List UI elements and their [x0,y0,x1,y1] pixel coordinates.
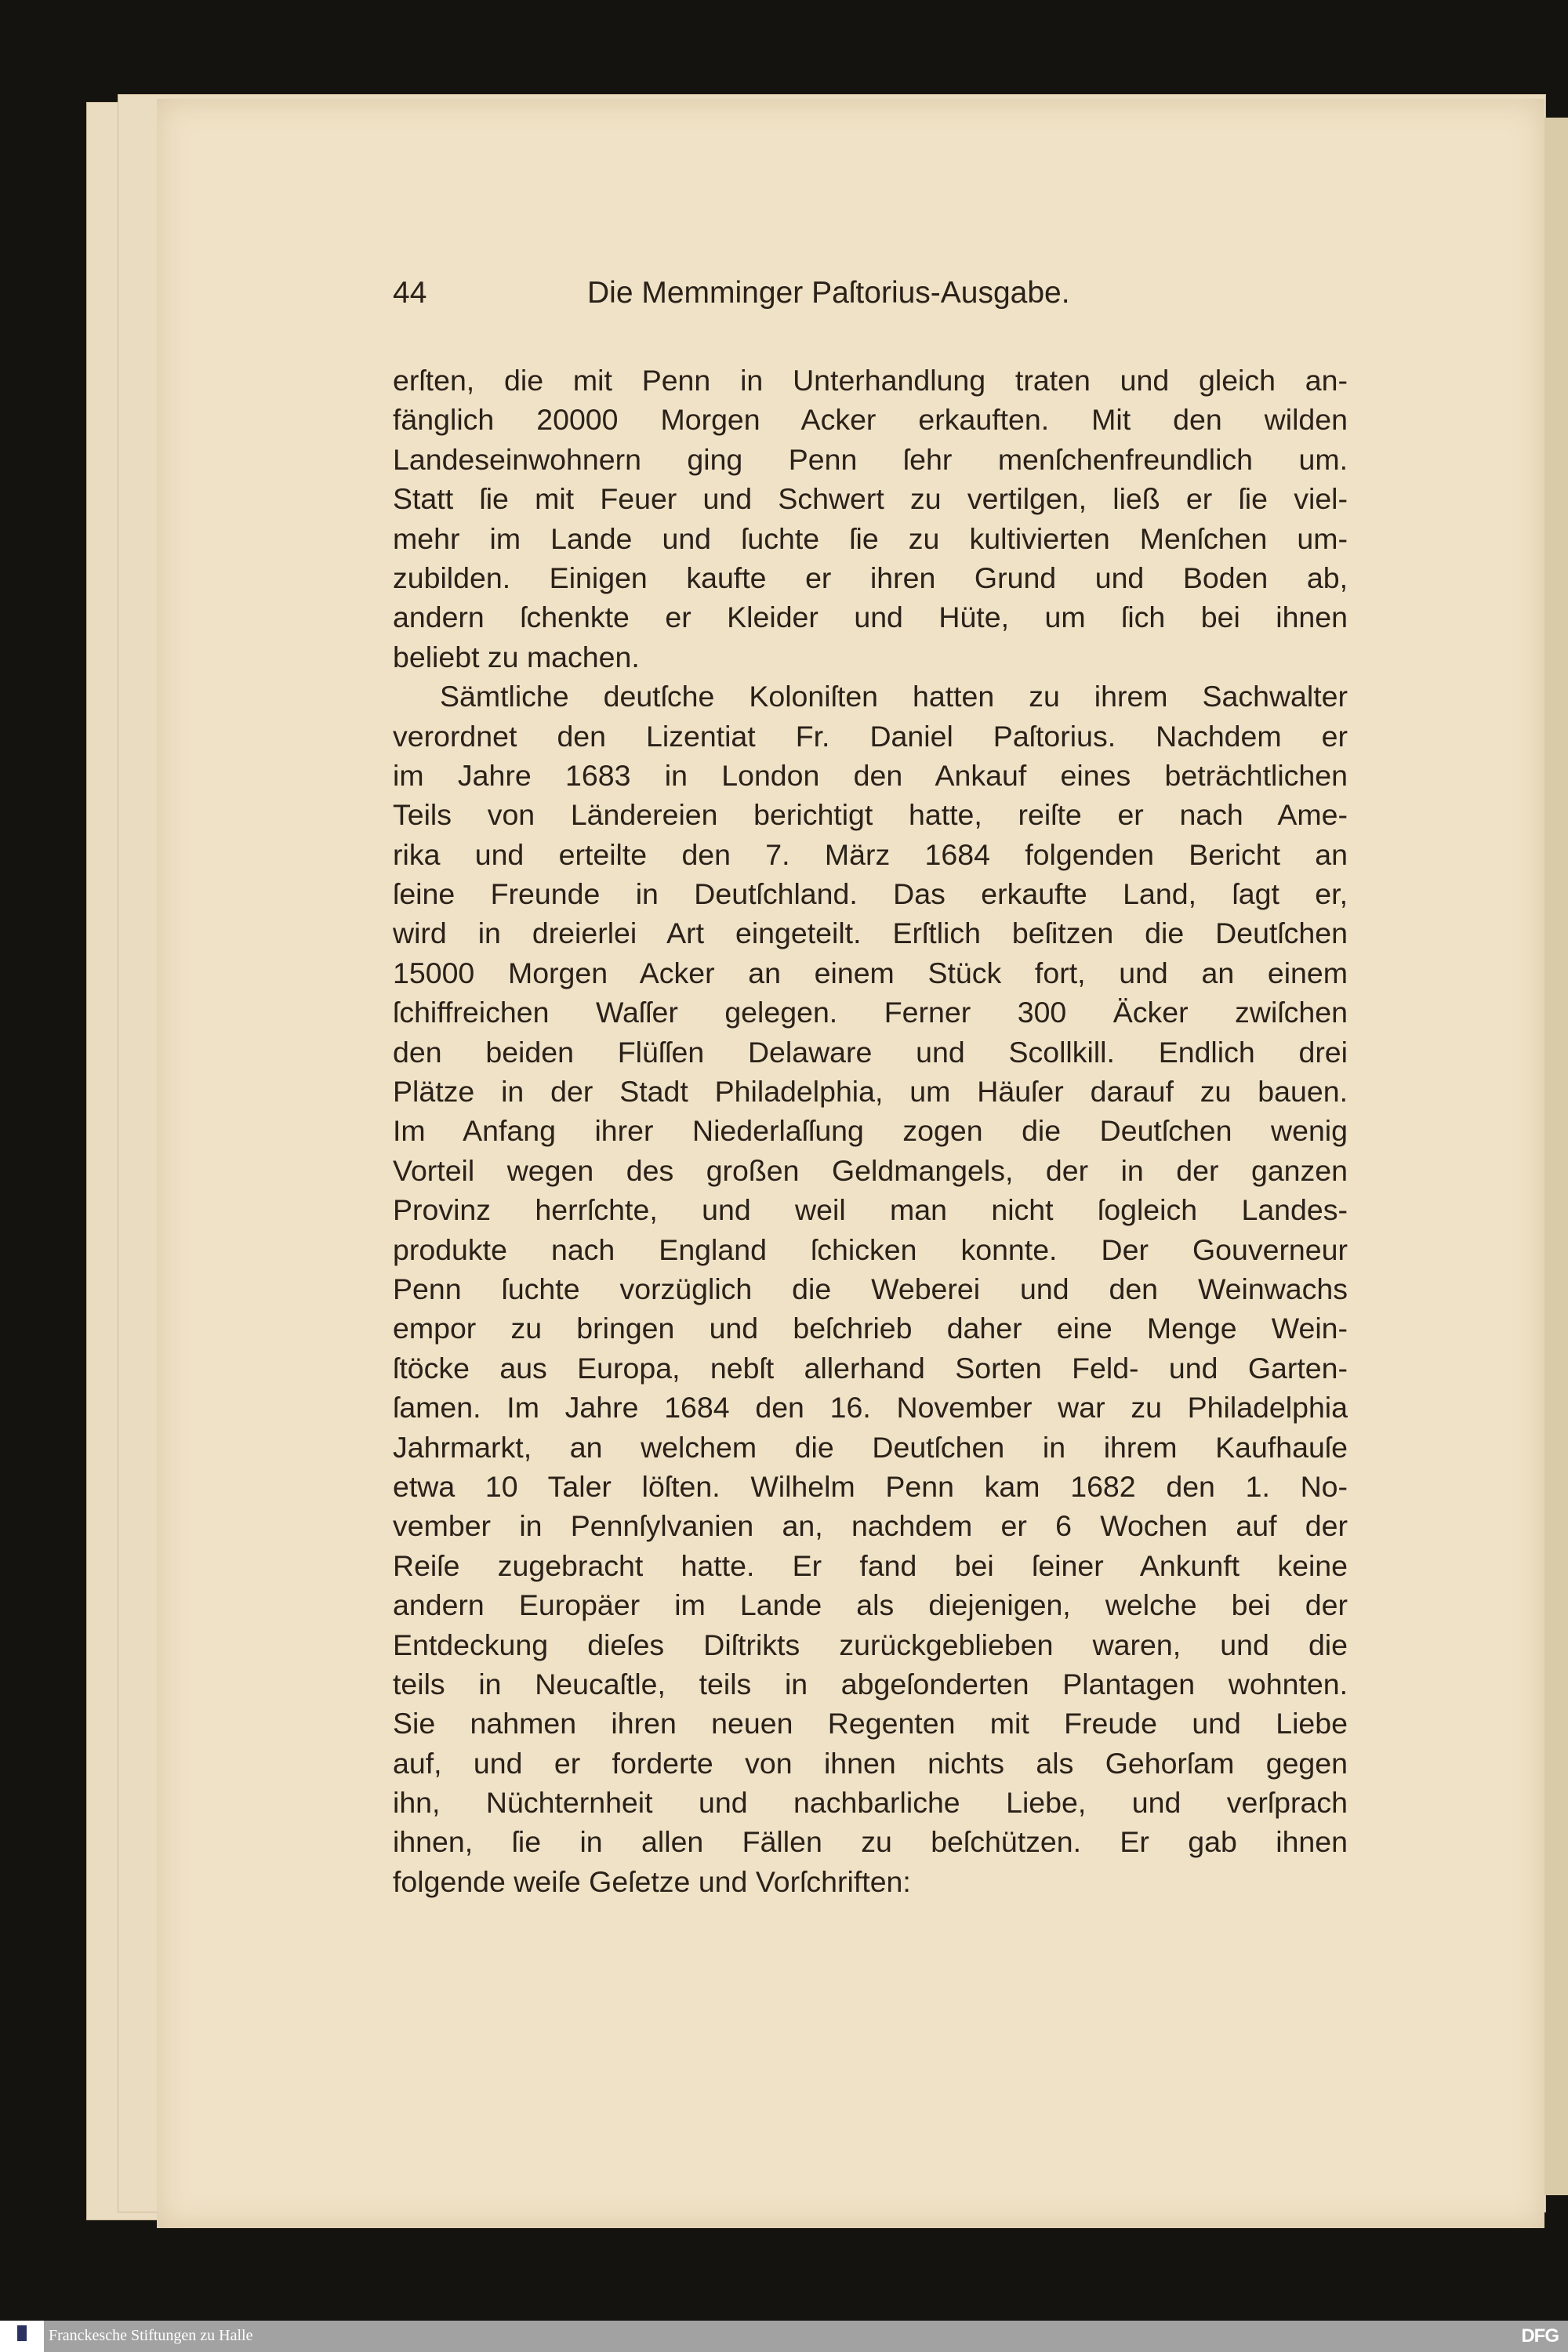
institution-name[interactable]: Franckesche Stiftungen zu Halle [49,2327,253,2344]
text-line: empor zu bringen und beſchrieb daher eine Menge Wein- [393,1312,1348,1345]
text-line: 15000 Morgen Acker an einem Stück fort, und an einem [393,956,1348,989]
text-line: Penn ſuchte vorzüglich die Weberei und den Weinwachs [393,1272,1348,1305]
text-line: teils in Neucaſtle, teils in abgeſonderten Plantagen wohnten. [393,1667,1348,1700]
text-line: ihn, Nüchternheit und nachbarliche Liebe, und verſprach [393,1786,1348,1820]
text-line: mehr im Lande und ſuchte ſie zu kultivierten Menſchen um- [393,521,1348,555]
text-line: Plätze in der Stadt Philadelphia, um Häuſer darauf zu bauen. [393,1075,1348,1109]
text-line: Statt ſie mit Feuer und Schwert zu vertilgen, ließ er ſie viel- [393,482,1348,516]
text-line: ihnen, ſie in allen Fällen zu beſchützen. Er gab ihnen [393,1825,1348,1859]
text-line: Sämtliche deutſche Koloniſten hatten zu ihrem Sachwalter [440,680,1348,713]
text-line: Entdeckung dieſes Diſtrikts zurückgeblieben waren, und die [393,1628,1348,1661]
text-line: beliebt zu machen. [393,640,640,673]
text-line: fänglich 20000 Morgen Acker erkauften. Mit den wilden [393,403,1348,437]
text-line: zubilden. Einigen kaufte er ihren Grund und Boden ab, [393,561,1348,594]
running-header [393,276,1349,315]
text-line: erſten, die mit Penn in Unterhandlung traten und gleich an- [393,364,1348,397]
text-line: Jahrmarkt, an welchem die Deutſchen in ihrem Kaufhauſe [393,1430,1348,1464]
text-line: etwa 10 Taler löſten. Wilhelm Penn kam 1682 den 1. No- [393,1469,1348,1503]
text-line: ſeine Freunde in Deutſchland. Das erkaufte Land, ſagt er, [393,877,1348,911]
text-line: vember in Pennſylvanien an, nachdem er 6 Wochen auf der [393,1509,1348,1543]
text-line: im Jahre 1683 in London den Ankauf eines beträchtlichen [393,758,1348,792]
text-line: Teils von Ländereien berichtigt hatte, reiſte er nach Ame- [393,798,1348,832]
text-line: auf, und er forderte von ihnen nichts als Gehorſam gegen [393,1746,1348,1780]
running-title: Die Memminger Paſtorius-Ausgabe. [587,276,1070,310]
text-line: rika und erteilte den 7. März 1684 folgenden Bericht an [393,837,1348,871]
text-line: Provinz herrſchte, und weil man nicht ſogleich Landes- [393,1193,1348,1227]
text-line: Reiſe zugebracht hatte. Er fand bei ſeiner Ankunft keine [393,1548,1348,1582]
text-line: andern ſchenkte er Kleider und Hüte, um ſich bei ihnen [393,601,1348,634]
text-line: folgende weiſe Geſetze und Vorſchriften: [393,1864,911,1898]
text-line: Im Anfang ihrer Niederlaſſung zogen die Deutſchen wenig [393,1114,1348,1148]
text-line: Vorteil wegen des großen Geldmangels, der in der ganzen [393,1153,1348,1187]
page-number: 44 [393,276,427,310]
footer-bar [0,2321,1568,2352]
text-line: verordnet den Lizentiat Fr. Daniel Paſtorius. Nachdem er [393,719,1348,753]
text-line: Landeseinwohnern ging Penn ſehr menſchenfreundlich um. [393,442,1348,476]
text-line: den beiden Flüſſen Delaware und Scollkill. Endlich drei [393,1035,1348,1069]
text-line: andern Europäer im Lande als diejenigen, welche bei der [393,1588,1348,1622]
institution-logo-icon [0,2321,44,2352]
body-text [393,361,1348,1901]
text-line: ſtöcke aus Europa, nebſt allerhand Sorten Feld- und Garten- [393,1351,1348,1385]
text-line: ſchiffreichen Waſſer gelegen. Ferner 300 Äcker zwiſchen [393,996,1348,1029]
text-line: wird in dreierlei Art eingeteilt. Erſtlich beſitzen die Deutſchen [393,916,1348,950]
text-line: Sie nahmen ihren neuen Regenten mit Freude und Liebe [393,1707,1348,1740]
dfg-logo: DFG [1521,2325,1559,2347]
text-line: produkte nach England ſchicken konnte. Der Gouverneur [393,1232,1348,1266]
text-line: ſamen. Im Jahre 1684 den 16. November war zu Philadelphia [393,1391,1348,1425]
facing-page-edge [1544,118,1568,2195]
